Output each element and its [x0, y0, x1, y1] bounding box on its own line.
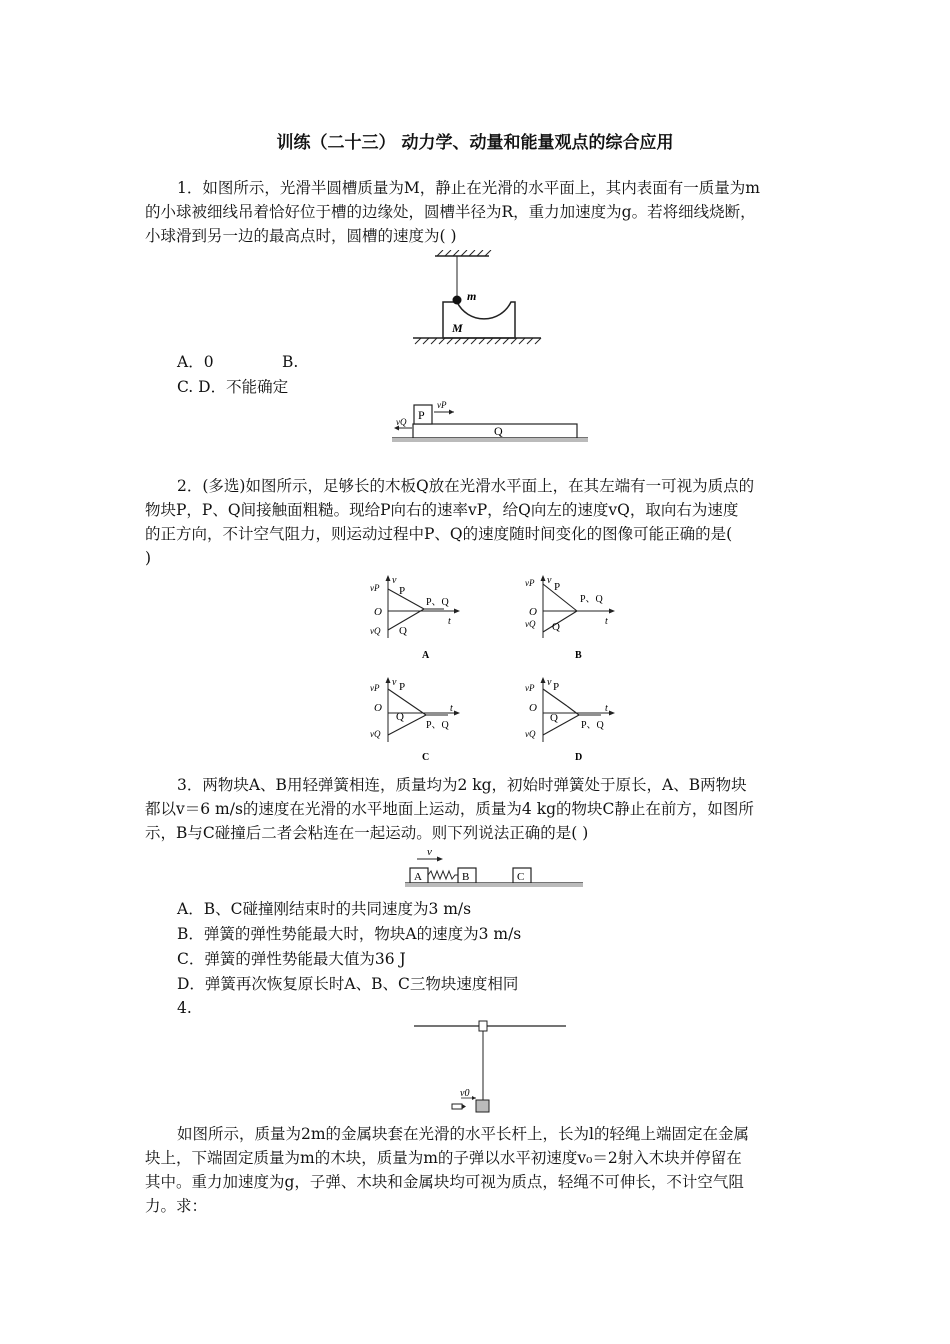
fig-label-m: m [467, 289, 477, 303]
graph-b-o: O [529, 606, 537, 618]
q3-option-a: A．B、C碰撞刚结束时的共同速度为3 m/s [177, 900, 472, 918]
graph-b-vp: vP [525, 578, 535, 588]
graph-d-vq: vQ [525, 729, 536, 739]
graph-b-q: Q [552, 621, 560, 633]
q4-line-4: 力。求： [145, 1197, 208, 1215]
graph-d-v: v [547, 677, 552, 688]
semicircle-groove-figure [405, 250, 545, 350]
graph-d-label: D [575, 752, 583, 763]
graph-b-vq: vQ [525, 619, 536, 629]
question-4 [145, 1122, 805, 1218]
board-block-figure [390, 398, 590, 446]
q2-line-2: 物块P，P、Q间接触面粗糙。现给P向右的速率vP，给Q向左的速度vQ，取向右为速度 [145, 501, 739, 519]
graph-c-label: C [422, 752, 430, 763]
fig-label-M: M [452, 321, 463, 335]
q4-line-3: 其中。重力加速度为g，子弹、木块和金属块均可视为质点，轻绳不可伸长，不计空气阻 [145, 1173, 744, 1191]
graph-a-label: A [422, 650, 430, 661]
fig-label-q: Q [494, 424, 503, 438]
fig-label-vp: vP [437, 400, 447, 410]
graph-b-v: v [547, 575, 552, 586]
graph-c-v: v [392, 677, 397, 688]
fig-label-v: v [427, 846, 432, 858]
graph-d-t: t [605, 703, 608, 714]
graph-b [523, 572, 623, 664]
q1-option-b: B. [282, 353, 299, 371]
graph-a-vq: vQ [370, 626, 381, 636]
q1-line-2: 的小球被细线吊着恰好位于槽的边缘处，圆槽半径为R，重力加速度为g。若将细线烧断， [145, 203, 756, 221]
graph-a-v: v [392, 575, 397, 586]
question-3 [145, 773, 805, 845]
q1-line-1: 1．如图所示，光滑半圆槽质量为M，静止在光滑的水平面上，其内表面有一质量为m [177, 179, 760, 197]
graph-d [523, 674, 623, 766]
graph-a-o: O [374, 606, 382, 618]
q1-option-a: A．0 [177, 353, 214, 371]
graph-d-o: O [529, 702, 537, 714]
q1-line-3: 小球滑到另一边的最高点时，圆槽的速度为( ) [145, 227, 457, 245]
graph-a-q: Q [399, 625, 407, 637]
pendulum-block-figure [410, 1016, 570, 1116]
q4-line-1: 如图所示，质量为2m的金属块套在光滑的水平长杆上，长为l的轻绳上端固定在金属 [177, 1125, 750, 1143]
graph-d-pq: P、Q [581, 720, 604, 731]
question-2 [145, 474, 805, 570]
fig-label-b: B [462, 871, 470, 883]
spring-blocks-figure [403, 846, 587, 890]
q3-line-1: 3．两物块A、B用轻弹簧相连，质量均为2 kg，初始时弹簧处于原长，A、B两物块 [177, 776, 747, 794]
graph-c-p: P [399, 681, 406, 693]
graph-c [368, 674, 468, 766]
graph-a-vp: vP [370, 583, 380, 593]
graph-a-t: t [448, 616, 451, 627]
q3-option-c: C．弹簧的弹性势能最大值为36 J [177, 950, 406, 968]
fig-label-a: A [414, 871, 422, 883]
q3-option-b: B．弹簧的弹性势能最大时，物块A的速度为3 m/s [177, 925, 522, 943]
graph-b-label: B [575, 650, 582, 661]
question-1 [145, 176, 805, 248]
page-title: 训练（二十三） 动力学、动量和能量观点的综合应用 [276, 133, 674, 153]
ball-icon [453, 296, 462, 305]
graph-d-vp: vP [525, 683, 535, 693]
graph-c-o: O [374, 702, 382, 714]
bullet-icon [452, 1104, 462, 1109]
graph-c-t: t [450, 703, 453, 714]
graph-b-p: P [554, 581, 561, 593]
graph-c-vq: vQ [370, 729, 381, 739]
graph-b-pq: P、Q [580, 594, 603, 605]
q3-line-2: 都以v＝6 m/s的速度在光滑的水平地面上运动，质量为4 kg的物块C静止在前方，如图所 [145, 800, 754, 818]
fig-label-vq: vQ [396, 417, 407, 427]
graph-b-t: t [605, 616, 608, 627]
fig-label-p: P [418, 408, 425, 422]
fig-label-v0: v0 [460, 1088, 470, 1099]
fig-label-c: C [517, 871, 525, 883]
graph-c-q: Q [396, 711, 404, 723]
graph-a [368, 572, 468, 664]
q3-line-3: 示，B与C碰撞后二者会粘连在一起运动。则下列说法正确的是( ) [145, 824, 589, 842]
q2-line-3: 的正方向，不计空气阻力，则运动过程中P、Q的速度随时间变化的图像可能正确的是( [145, 525, 733, 543]
q3-options [177, 897, 797, 997]
graph-d-q: Q [550, 712, 558, 724]
q4-number: 4. [177, 999, 192, 1017]
graph-a-p: P [399, 585, 406, 597]
graph-d-p: P [553, 681, 560, 693]
graph-c-pq: P、Q [426, 720, 449, 731]
graph-a-pq: P、Q [426, 597, 449, 608]
q2-line-1: 2．(多选)如图所示，足够长的木板Q放在光滑水平面上，在其左端有一可视为质点的 [177, 477, 755, 495]
q1-option-cd: C. D．不能确定 [177, 378, 289, 396]
graph-c-vp: vP [370, 683, 380, 693]
q3-option-d: D．弹簧再次恢复原长时A、B、C三物块速度相同 [177, 975, 519, 993]
q4-line-2: 块上，下端固定质量为m的木块，质量为m的子弹以水平初速度v₀＝2射入木块并停留在 [145, 1149, 742, 1167]
q2-line-4: ) [145, 549, 152, 567]
